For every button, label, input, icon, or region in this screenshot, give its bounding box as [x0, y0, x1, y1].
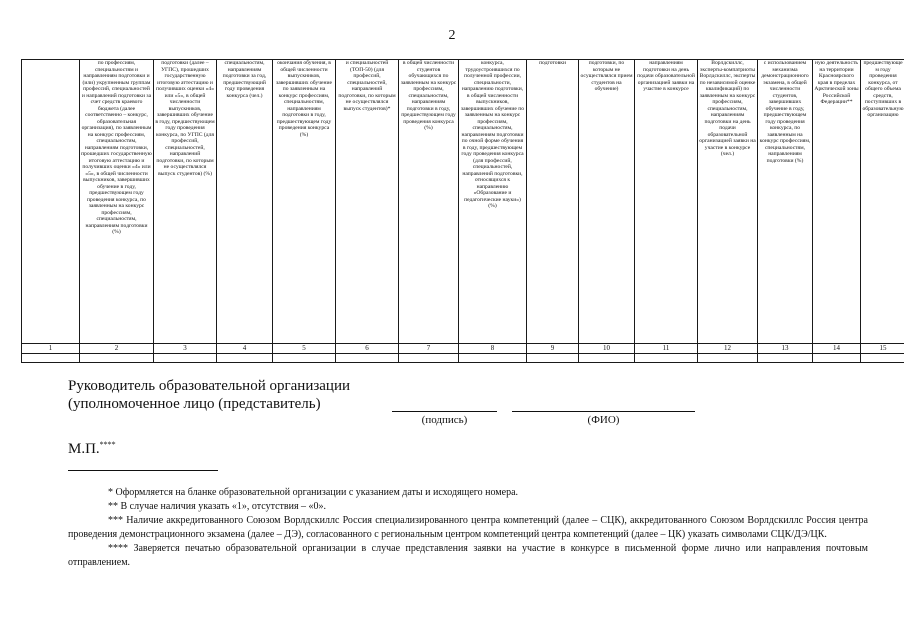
column-number-4: 4	[217, 344, 273, 354]
column-number-14: 14	[813, 344, 861, 354]
column-number-6: 6	[336, 344, 399, 354]
signatory-block	[68, 377, 350, 413]
column-number-row	[22, 344, 904, 354]
table-cell	[459, 354, 527, 363]
table-cell	[698, 354, 758, 363]
full-name-caption: (ФИО)	[587, 414, 620, 426]
column-header-3: подготовки (далее – УГПС), прошедших государственную итоговую аттестацию и получивших оценки «4» или «5», в общей численности выпускников, завершивших обучение в году, предшествующем году проведения конкурса, по УГПС (для профессий, специальностей, направлений подготовки, по которым не осуществлялся выпуск студентов) (%)	[154, 60, 217, 344]
column-number-2: 2	[80, 344, 154, 354]
column-header-13: с использованием механизма демонстрационного экзамена, в общей численности студентов, завершивших обучение в году, предшествующем году проведения конкурса, по заявленным на конкурс профессиям, специальностям, направлениям подготовки (%)	[758, 60, 813, 344]
signature-caption: (подпись)	[421, 414, 468, 426]
signatory-title-line1: Руководитель образовательной организации	[68, 378, 351, 394]
column-header-10: подготовки, по которым не осуществлялся прием студентов на обучение)	[579, 60, 635, 344]
column-header-11: направлениям подготовки на день подачи образовательной организацией заявки на участие в конкурсе	[635, 60, 698, 344]
stamp-footnote-mark: ****	[99, 440, 116, 449]
table-cell	[80, 354, 154, 363]
column-header-6: и специальностей (ТОП-50) (для профессий, специальностей, направлений подготовки, по которым не осуществлялся выпуск студентов)*	[336, 60, 399, 344]
column-header-12: Ворлдскиллс, эксперты-компатриоты Ворлдскиллс, эксперты по независимой оценке квалификаций) по заявленным на конкурс профессиям, специальностям, направлениям подготовки на день подачи образовательной организацией заявки на участие в конкурсе (чел.)	[698, 60, 758, 344]
column-number-1: 1	[22, 344, 80, 354]
table-cell	[273, 354, 336, 363]
column-header-5: окончания обучения, в общей численности выпускников, завершивших обучение по заявленным на конкурс профессиям, специальностям, направлениям подготовки в году, предшествующем году проведения конкурса (%)	[273, 60, 336, 344]
column-header-9: подготовки	[527, 60, 579, 344]
column-header-1	[22, 60, 80, 344]
stamp-placeholder	[68, 440, 116, 458]
page-number: 2	[448, 28, 456, 43]
column-header-7: в общей численности студентов обучающихся по заявленным на конкурс профессиям, специальностям, направлениям подготовки в году, предшествующем году проведения конкурса (%)	[399, 60, 459, 344]
table-cell	[758, 354, 813, 363]
column-number-13: 13	[758, 344, 813, 354]
table-header-row	[22, 60, 904, 344]
table-cell	[635, 354, 698, 363]
column-number-5: 5	[273, 344, 336, 354]
column-number-12: 12	[698, 344, 758, 354]
column-header-8: конкурса, трудоустроившихся по полученной профессии, специальности, направлению подготовки, в общей численности выпускников, завершивших обучение по заявленным на конкурс профессиям, специальностям, направлениям подготовки по очной форме обучения в году, предшествующем году проведения конкурса (для профессий, специальностей, направлений подготовки, относящихся к направлению «Образование и педагогические науки») (%)	[459, 60, 527, 344]
signature-line	[392, 411, 497, 412]
footnote-2: ** В случае наличия указать «1», отсутствия – «0».	[108, 501, 327, 512]
table-cell	[217, 354, 273, 363]
table-cell	[527, 354, 579, 363]
table-cell	[399, 354, 459, 363]
column-number-8: 8	[459, 344, 527, 354]
footnote-1: * Оформляется на бланке образовательной организации с указанием даты и исходящего номера.	[108, 487, 519, 498]
column-number-15: 15	[861, 344, 904, 354]
footnote-3: *** Наличие аккредитованного Союзом Ворлдскиллс Россия специализированного центра компетенций (далее – СЦК), аккредитованного Союзом Ворлдскиллс Россия центра проведения демонстрационного экзамена (далее – ДЭ), согласованного с региональным центром компетенций центра компетенций (далее – ЦК) указать символами СЦК/ДЭ/ЦК.	[68, 515, 868, 540]
column-number-7: 7	[399, 344, 459, 354]
table-cell	[579, 354, 635, 363]
stamp-label: М.П.	[68, 441, 100, 457]
table-cell	[154, 354, 217, 363]
column-number-11: 11	[635, 344, 698, 354]
column-header-2: по профессиям, специальностям и направлениям подготовки и (или) укрупненным группам профессий, специальностей и направлений подготовки за счет средств краевого бюджета (далее соответственно – конкурс, образовательная организация), по заявленным на конкурс профессиям, специальностям, направлениям подготовки, прошедших государственную итоговую аттестацию и получивших оценки «4» или «5», в общей численности выпускников, завершивших обучение в году, предшествующем году проведения конкурса, по заявленным на конкурс профессиям, специальностям, направлениям подготовки (%)	[80, 60, 154, 344]
column-number-3: 3	[154, 344, 217, 354]
full-name-line	[512, 411, 695, 412]
column-number-9: 9	[527, 344, 579, 354]
table-cell	[861, 354, 904, 363]
column-header-14: ную деятельность на территории Красноярского края в пределах Арктической зоны Российской Федерации**	[813, 60, 861, 344]
table-data-row	[22, 354, 904, 363]
table-cell	[336, 354, 399, 363]
column-header-15: предшествующем году проведения конкурса, от общего объема средств, поступивших в образовательную организацию	[861, 60, 904, 344]
application-form-table	[21, 59, 904, 363]
signatory-title-line2: (уполномоченное лицо (представитель)	[68, 396, 321, 412]
footnote-4: **** Заверяется печатью образовательной организации в случае представления заявки на участие в конкурсе в письменной форме лично или направления почтовым отправлением.	[68, 543, 868, 568]
table-cell	[22, 354, 80, 363]
column-header-4: специальностям, направлениям подготовки за год, предшествующий году проведения конкурса (чел.)	[217, 60, 273, 344]
footnote-divider	[68, 470, 218, 471]
table-cell	[813, 354, 861, 363]
column-number-10: 10	[579, 344, 635, 354]
footnotes	[68, 486, 868, 570]
